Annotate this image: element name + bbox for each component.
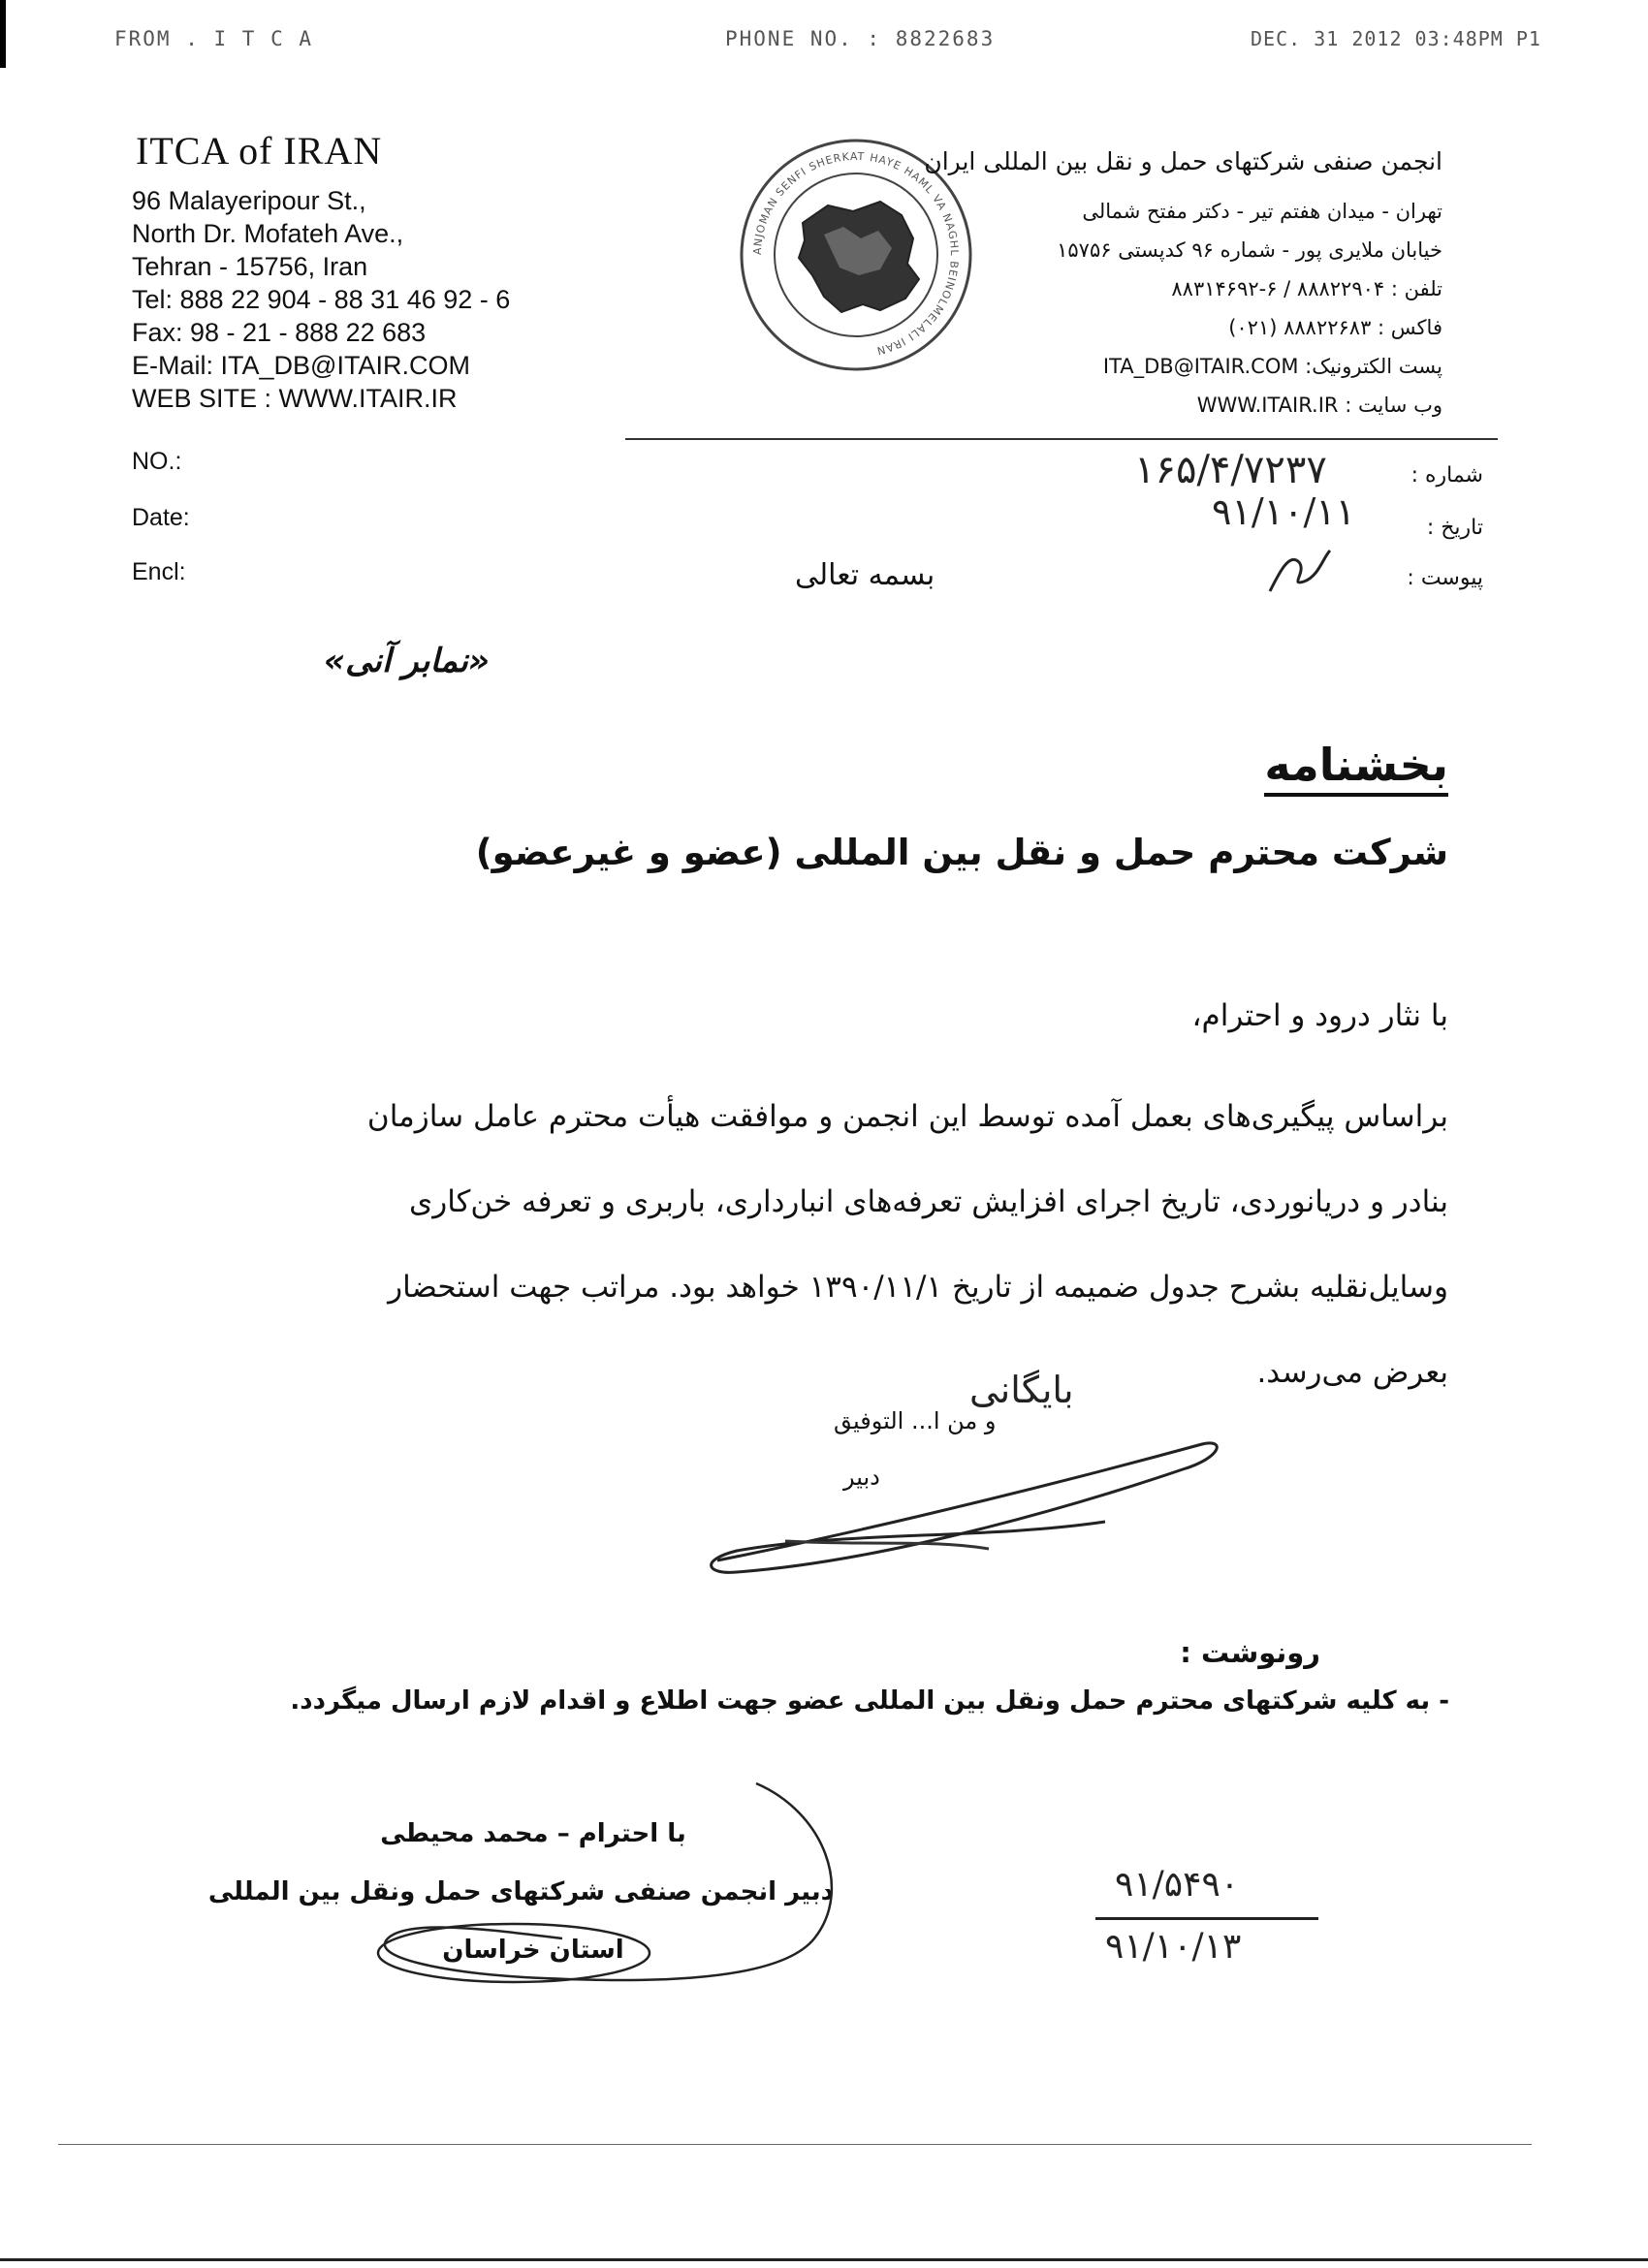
org-name-en: ITCA of IRAN — [136, 129, 383, 173]
fax-from: FROM . I T C A — [114, 27, 314, 50]
scan-edge-mark — [0, 0, 6, 68]
address-line: North Dr. Mofateh Ave., — [132, 219, 404, 248]
fax-line: Fax: 98 - 21 - 888 22 683 — [132, 318, 427, 347]
website-line-fa: وب سایت : WWW.ITAIR.IR — [1196, 394, 1442, 417]
stamp-line: با احترام – محمد محیطی — [380, 1819, 686, 1848]
date-label-fa: تاریخ : — [1426, 516, 1483, 540]
initial-signature — [1260, 543, 1338, 601]
stamp-line: دبیر انجمن صنفی شرکتهای حمل ونقل بین المللی — [207, 1877, 834, 1906]
no-label: NO.: — [132, 448, 182, 475]
cc-recipients: - به کلیه شرکتهای محترم حمل ونقل بین المللی عضو جهت اطلاع و اقدام لازم ارسال میگردد. — [290, 1686, 1449, 1716]
phone-line-fa: تلفن : ۸۸۸۲۲۹۰۴ / ۶-۸۸۳۱۴۶۹۲ — [1171, 277, 1442, 300]
date-label: Date: — [132, 504, 190, 531]
handwritten-date: ۹۱/۱۰/۱۱ — [1212, 490, 1356, 533]
received-divider — [1095, 1917, 1318, 1920]
secretary-label: دبیر — [843, 1464, 880, 1491]
website-line: WEB SITE : WWW.ITAIR.IR — [132, 384, 458, 413]
encl-label: Encl: — [132, 558, 186, 585]
seal-ring-text: ANJOMAN SENFI SHERKAT HAYE HAML VA NAGHL BEINOLMELALI IRAN — [750, 149, 962, 358]
address-line-fa: تهران - میدان هفتم تیر - دکتر مفتح شمالی — [1082, 200, 1442, 223]
received-date: ۹۱/۱۰/۱۳ — [1105, 1927, 1242, 1967]
fax-line-fa: فاکس : ۸۸۸۲۲۶۸۳ (۰۲۱) — [1228, 316, 1442, 339]
closing-formula: و من ا... التوفیق — [834, 1407, 997, 1434]
stamp-loop-signature — [368, 1774, 853, 1997]
address-line-fa: خیابان ملایری پور - شماره ۹۶ کدپستی ۱۵۷۵۶ — [1057, 238, 1442, 262]
footer-rule-bottom — [0, 2258, 1648, 2261]
address-block-fa — [1057, 192, 1442, 425]
address-line: Tehran - 15756, Iran — [132, 252, 368, 281]
secretary-signature — [698, 1425, 1241, 1590]
body-line: بنادر و دریانوردی، تاریخ اجرای افزایش تعرفه‌های انبارداری، باربری و تعرفه خن‌کاری — [408, 1184, 1448, 1219]
urgent-fax-note: «نمابر آنی» — [324, 642, 490, 680]
fax-date-page: DEC. 31 2012 03:48PM P1 — [1251, 27, 1541, 50]
header-divider — [625, 438, 1498, 440]
body-line: وسایل‌نقلیه بشرح جدول ضمیمه از تاریخ ۱۳۹۰/۱۱/۱ خواهد بود. مراتب جهت استحضار — [388, 1270, 1448, 1305]
addressee-line: شرکت محترم حمل و نقل بین المللی (عضو و غیرعضو) — [475, 832, 1448, 873]
cc-title: رونوشت : — [1180, 1636, 1320, 1669]
org-name-fa: انجمن صنفی شرکتهای حمل و نقل بین المللی ایران — [924, 147, 1442, 175]
received-number: ۹۱/۵۴۹۰ — [1115, 1865, 1240, 1905]
email-line: E-Mail: ITA_DB@ITAIR.COM — [132, 351, 470, 380]
handwritten-number: ۱۶۵/۴/۷۲۳۷ — [1134, 448, 1327, 492]
email-line-fa: پست الکترونیک: ITA_DB@ITAIR.COM — [1102, 355, 1442, 378]
stamp-line: استان خراسان — [442, 1936, 624, 1965]
body-line: بعرض می‌رسد. — [1256, 1355, 1448, 1390]
bismillah-heading: بسمه تعالی — [795, 558, 935, 592]
footer-rule-top — [58, 2144, 1532, 2145]
fax-phone: PHONE NO. : 8822683 — [725, 27, 996, 50]
body-paragraph — [256, 1074, 1448, 1415]
address-line: 96 Malayeripour St., — [132, 186, 366, 215]
circular-title: بخشنامه — [1264, 739, 1448, 797]
phone-line: Tel: 888 22 904 - 88 31 46 92 - 6 — [132, 285, 511, 314]
number-label-fa: شماره : — [1410, 463, 1483, 488]
greeting: با نثار درود و احترام، — [1191, 998, 1448, 1033]
encl-label-fa: پیوست : — [1407, 566, 1483, 590]
body-line: براساس پیگیری‌های بعمل آمده توسط این انجمن و موافقت هیأت محترم عامل سازمان — [366, 1099, 1448, 1134]
address-block-en — [132, 184, 510, 415]
handwritten-note: بایگانی — [969, 1369, 1074, 1411]
